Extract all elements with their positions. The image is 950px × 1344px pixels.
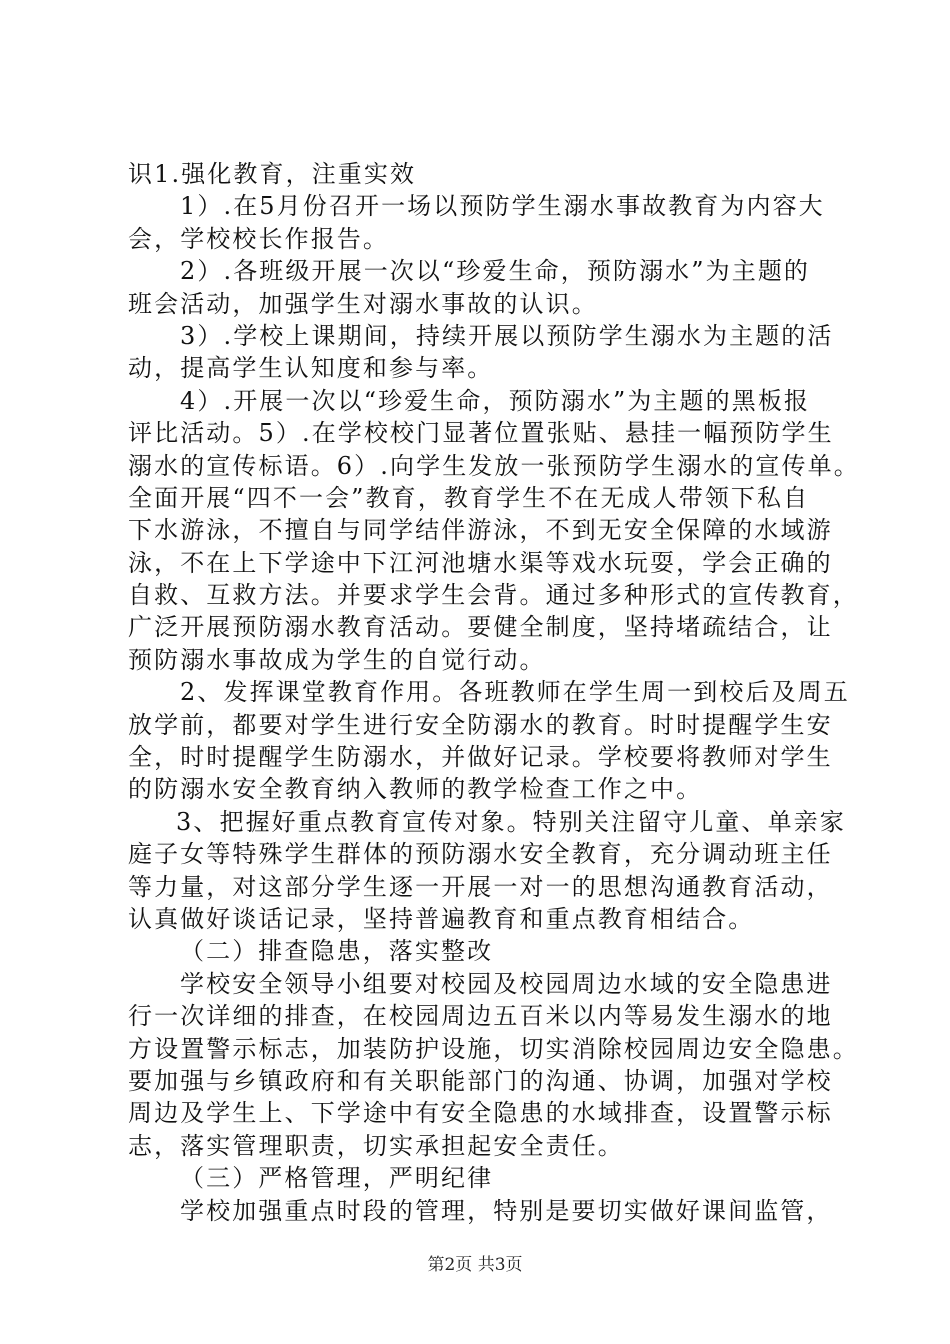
text-line: 溺水的宣传标语。6）.向学生发放一张预防学生溺水的宣传单。 [128,451,860,480]
text-line: 会，学校校长作报告。 [128,224,389,253]
text-line: 2、发挥课堂教育作用。各班教师在学生周一到校后及周五 [180,678,850,707]
text-line: 班会活动，加强学生对溺水事故的认识。 [128,289,598,318]
text-line: 周边及学生上、下学途中有安全隐患的水域排查，设置警示标 [128,1099,833,1128]
document-body [128,158,860,1227]
text-line: 认真做好谈话记录，坚持普遍教育和重点教育相结合。 [128,904,755,933]
text-line: 的防溺水安全教育纳入教师的教学检查工作之中。 [128,775,703,804]
text-line: 广泛开展预防溺水教育活动。要健全制度，坚持堵疏结合，让 [128,613,833,642]
text-line: 放学前，都要对学生进行安全防溺水的教育。时时提醒学生安 [128,710,833,739]
text-line: 自救、互救方法。并要求学生会背。通过多种形式的宣传教育， [128,581,859,610]
text-line: 2）.各班级开展一次以“珍爱生命，预防溺水”为主题的 [180,257,811,286]
text-line: 要加强与乡镇政府和有关职能部门的沟通、协调，加强对学校 [128,1066,833,1095]
text-line: 3）.学校上课期间，持续开展以预防学生溺水为主题的活 [180,321,834,350]
text-line: 3、把握好重点教育宣传对象。特别关注留守儿童、单亲家 [176,807,846,836]
text-line: 行一次详细的排查，在校园周边五百米以内等易发生溺水的地 [128,1002,833,1031]
text-line: 全面开展“四不一会”教育，教育学生不在无成人带领下私自 [128,483,810,512]
text-line: 预防溺水事故成为学生的自觉行动。 [128,645,546,674]
page-number-footer: 第2页 共3页 [427,1255,523,1275]
section-heading: （三）严格管理，严明纪律 [180,1164,494,1193]
text-line: 识1.强化教育，注重实效 [128,160,417,188]
text-line: 1）.在5月份召开一场以预防学生溺水事故教育为内容大 [180,192,825,221]
text-line: 全，时时提醒学生防溺水，并做好记录。学校要将教师对学生 [128,743,833,772]
text-line: 泳，不在上下学途中下江河池塘水渠等戏水玩耍，学会正确的 [128,548,833,577]
text-line: 4）.开展一次以“珍爱生命，预防溺水”为主题的黑板报 [180,386,811,415]
text-line: 下水游泳，不擅自与同学结伴游泳，不到无安全保障的水域游 [128,516,833,545]
text-line: 方设置警示标志，加装防护设施，切实消除校园周边安全隐患。 [128,1034,859,1063]
text-line: 志，落实管理职责，切实承担起安全责任。 [128,1131,624,1160]
text-line: 庭子女等特殊学生群体的预防溺水安全教育，充分调动班主任 [128,840,833,869]
section-heading: （二）排查隐患，落实整改 [180,937,494,966]
text-line: 等力量，对这部分学生逐一开展一对一的思想沟通教育活动， [128,872,833,901]
text-line: 动，提高学生认知度和参与率。 [128,354,494,383]
text-line: 评比活动。5）.在学校校门显著位置张贴、悬挂一幅预防学生 [128,419,834,448]
text-line: 学校加强重点时段的管理，特别是要切实做好课间监管， [180,1196,833,1225]
text-line: 学校安全领导小组要对校园及校园周边水域的安全隐患进 [180,969,833,998]
